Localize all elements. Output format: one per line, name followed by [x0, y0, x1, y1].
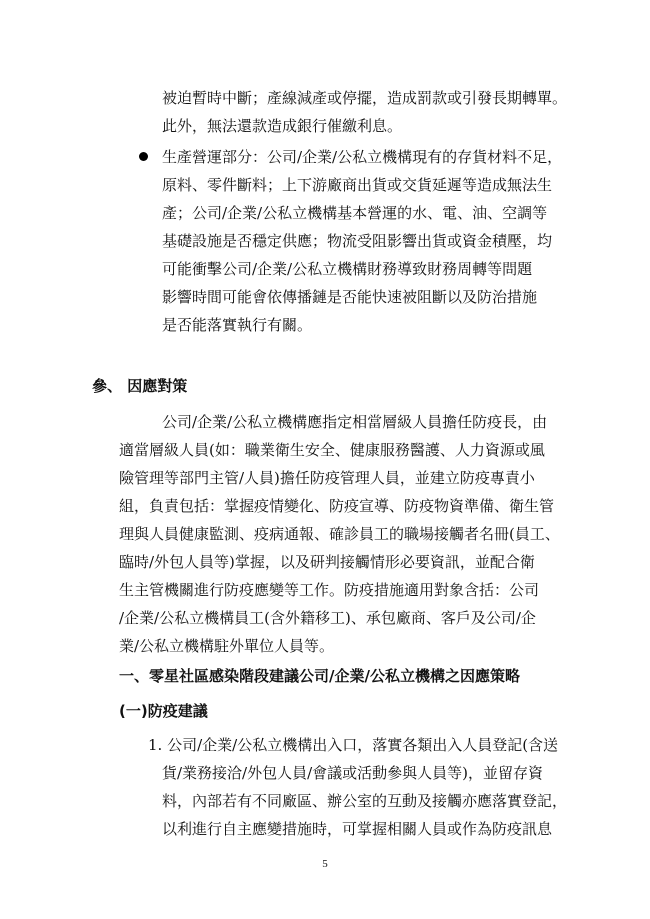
- subheading: (一)防疫建議: [119, 702, 208, 720]
- bullet-line: 是否能落實執行有關。: [162, 316, 313, 334]
- paragraph-line: 公司/企業/公私立機構應指定相當層級人員擔任防疫長，由: [162, 413, 548, 431]
- bullet-line: 可能衝擊公司/企業/公私立機構財務導致財務周轉等問題: [162, 260, 533, 278]
- bullet-line: 產；公司/企業/公私立機構基本營運的水、電、油、空調等: [162, 204, 548, 222]
- paragraph-line: 業/公私立機構駐外單位人員等。: [119, 637, 335, 655]
- list-item-line: 以利進行自主應變措施時，可掌握相關人員或作為防疫訊息: [162, 820, 553, 838]
- paragraph-line: 險管理等部門主管/人員)擔任防疫管理人員，並建立防疫專責小: [119, 469, 535, 487]
- list-item-line: 貨/業務接洽/外包人員/會議或活動參與人員等)，並留存資: [162, 764, 544, 782]
- list-item-line: 料，內部若有不同廠區、辦公室的互動及接觸亦應落實登記，: [162, 792, 568, 810]
- paragraph-line: 理與人員健康監測、疫病通報、確診員工的職場接觸者名冊(員工、: [119, 525, 560, 543]
- paragraph-line: /企業/公私立機構員工(含外籍移工)、承包廠商、客戶及公司/企: [119, 609, 536, 627]
- paragraph-line: 適當層級人員(如：職業衛生安全、健康服務醫護、人力資源或風: [119, 441, 545, 459]
- page-number: 5: [322, 858, 328, 870]
- bullet-line: 原料、零件斷料；上下游廠商出貨或交貨延遲等造成無法生: [162, 176, 553, 194]
- bullet-icon: [139, 152, 148, 161]
- bullet-line: 影響時間可能會依傳播鏈是否能快速被阻斷以及防治措施: [162, 288, 538, 306]
- section-heading: 參、 因應對策: [92, 377, 188, 395]
- paragraph-line: 生主管機關進行防疫應變等工作。防疫措施適用對象含括：公司: [119, 581, 540, 599]
- continuation-line: 此外，無法還款造成銀行催繳利息。: [162, 117, 403, 135]
- subheading: 一、零星社區感染階段建議公司/企業/公私立機構之因應策略: [119, 667, 520, 685]
- paragraph-line: 臨時/外包人員等)掌握，以及研判接觸情形必要資訊，並配合衛: [119, 553, 535, 571]
- paragraph-line: 組，負責包括：掌握疫情變化、防疫宣導、防疫物資準備、衛生管: [119, 497, 555, 515]
- bullet-line: 生產營運部分：公司/企業/公私立機構現有的存貨材料不足，: [162, 148, 563, 166]
- list-item-line: 1. 公司/企業/公私立機構出入口，落實各類出入人員登記(含送: [148, 736, 559, 754]
- continuation-line: 被迫暫時中斷；產線減產或停擺，造成罰款或引發長期轉單。: [162, 89, 568, 107]
- bullet-line: 基礎設施是否穩定供應；物流受阻影響出貨或資金積壓，均: [162, 232, 553, 250]
